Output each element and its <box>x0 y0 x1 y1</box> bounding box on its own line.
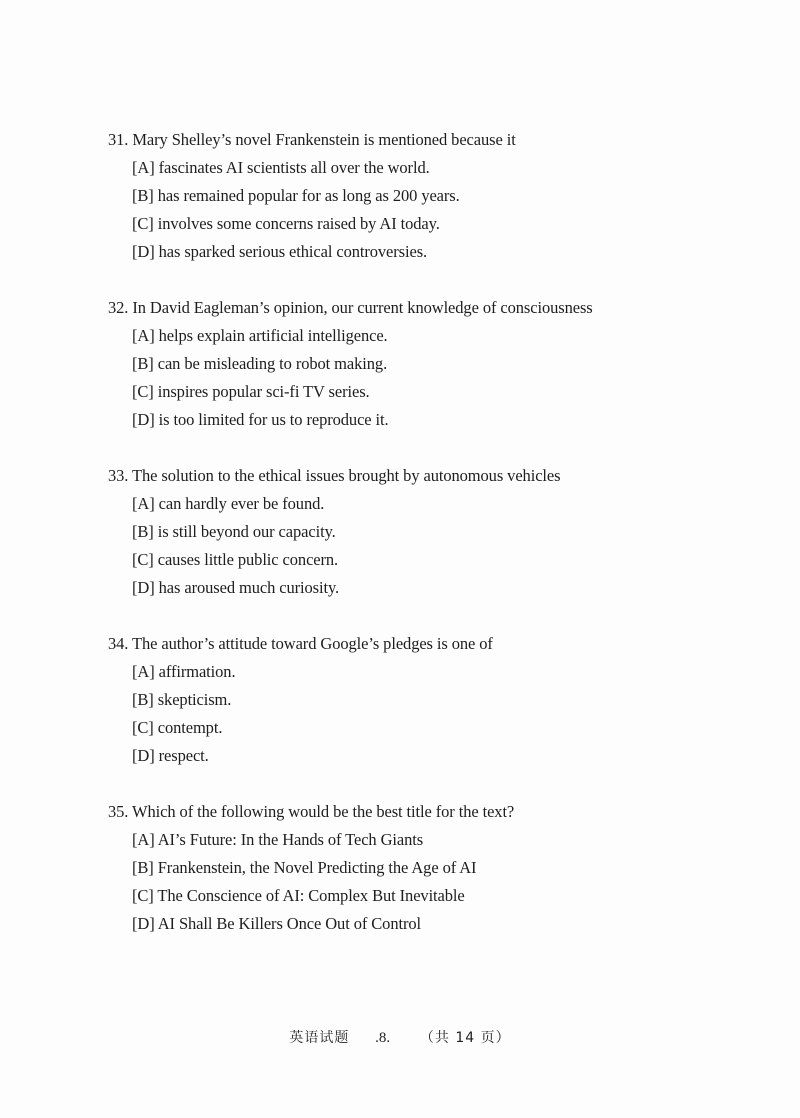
question-34 <box>108 630 768 770</box>
option-c: [C] inspires popular sci-fi TV series. <box>132 382 370 401</box>
question-33 <box>108 462 768 602</box>
option-b: [B] can be misleading to robot making. <box>132 354 388 373</box>
question-stem: 34. The author’s attitude toward Google’s pledges is one of <box>108 634 493 653</box>
option-d: [D] has aroused much curiosity. <box>132 578 340 597</box>
question-35 <box>108 798 768 938</box>
option-b: [B] has remained popular for as long as 200 years. <box>132 186 460 205</box>
option-c: [C] contempt. <box>132 718 223 737</box>
option-d: [D] has sparked serious ethical controversies. <box>132 242 428 261</box>
page-footer <box>0 1026 800 1050</box>
footer-total-pages: （共 14 页） <box>419 1030 511 1046</box>
question-31 <box>108 126 768 266</box>
option-c: [C] The Conscience of AI: Complex But Inevitable <box>132 886 465 905</box>
option-d: [D] AI Shall Be Killers Once Out of Control <box>132 914 421 933</box>
option-d: [D] is too limited for us to reproduce it. <box>132 410 389 429</box>
question-stem: 33. The solution to the ethical issues brought by autonomous vehicles <box>108 466 561 485</box>
option-a: [A] AI’s Future: In the Hands of Tech Giants <box>132 830 424 849</box>
footer-page-number: .8. <box>375 1030 391 1046</box>
question-32 <box>108 294 768 434</box>
option-b: [B] is still beyond our capacity. <box>132 522 336 541</box>
option-a: [A] fascinates AI scientists all over the world. <box>132 158 430 177</box>
option-c: [C] causes little public concern. <box>132 550 339 569</box>
question-stem: 35. Which of the following would be the best title for the text? <box>108 802 515 821</box>
option-d: [D] respect. <box>132 746 209 765</box>
option-b: [B] skepticism. <box>132 690 232 709</box>
question-stem: 31. Mary Shelley’s novel Frankenstein is mentioned because it <box>108 130 516 149</box>
option-b: [B] Frankenstein, the Novel Predicting the Age of AI <box>132 858 477 877</box>
footer-subject: 英语试题 <box>289 1030 350 1046</box>
option-a: [A] can hardly ever be found. <box>132 494 325 513</box>
option-a: [A] affirmation. <box>132 662 236 681</box>
option-c: [C] involves some concerns raised by AI today. <box>132 214 440 233</box>
question-stem: 32. In David Eagleman’s opinion, our current knowledge of consciousness <box>108 298 593 317</box>
option-a: [A] helps explain artificial intelligence. <box>132 326 388 345</box>
